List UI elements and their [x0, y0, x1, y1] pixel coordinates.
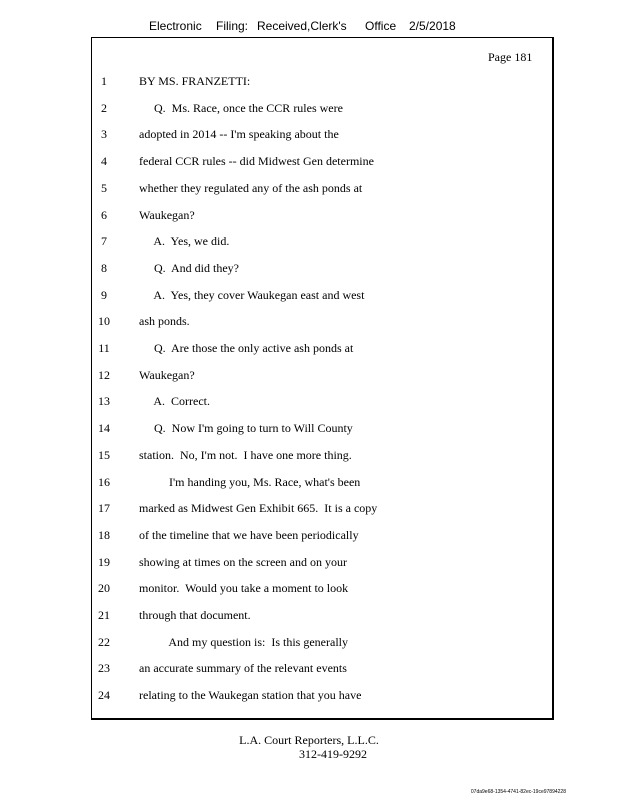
- line-number: 23: [98, 661, 110, 676]
- line-text: A. Correct.: [139, 394, 210, 409]
- filing-header: [0, 19, 618, 37]
- transcript-line: [0, 635, 618, 655]
- filing-word-electronic: Electronic: [149, 19, 202, 33]
- transcript-line: [0, 581, 618, 601]
- line-number: 6: [101, 207, 107, 222]
- line-number: 11: [98, 341, 110, 355]
- filing-date: 2/5/2018: [409, 19, 456, 33]
- transcript-line: [0, 234, 618, 254]
- transcript-line: [0, 127, 618, 147]
- transcript-line: [0, 394, 618, 414]
- document-id: 07da9e68-1354-4741-82ec-19ce97894228: [470, 789, 566, 795]
- transcript-line: [0, 528, 618, 548]
- line-number: 2: [101, 100, 107, 115]
- transcript-line: [0, 368, 618, 388]
- line-number: 5: [101, 180, 107, 195]
- line-number: 4: [101, 154, 107, 169]
- line-number: 13: [98, 394, 110, 409]
- transcript-line: [0, 341, 618, 361]
- transcript-line: [0, 608, 618, 628]
- line-text: Q. Ms. Race, once the CCR rules were: [139, 100, 343, 115]
- line-text: through that document.: [139, 608, 251, 622]
- line-text: Q. Now I'm going to turn to Will County: [139, 421, 353, 436]
- line-text: showing at times on the screen and on your: [139, 554, 347, 569]
- reporter-company: L.A. Court Reporters, L.L.C.: [239, 733, 379, 747]
- line-text: of the timeline that we have been periodically: [139, 527, 359, 542]
- line-number: 7: [101, 234, 107, 249]
- line-number: 9: [101, 287, 107, 302]
- transcript-line: [0, 501, 618, 521]
- line-number: 24: [98, 688, 110, 703]
- line-number: 19: [98, 554, 110, 569]
- line-text: ash ponds.: [139, 314, 190, 329]
- reporter-phone: 312-419-9292: [299, 747, 367, 761]
- transcript-line: [0, 314, 618, 334]
- transcript-line: [0, 288, 618, 308]
- filing-word-filing: Filing:: [216, 19, 249, 33]
- line-number: 20: [98, 581, 110, 596]
- filing-word-received-clerks: Received,Clerk's: [257, 19, 347, 33]
- line-text: Waukegan?: [139, 207, 195, 222]
- transcript-line: [0, 661, 618, 681]
- transcript-line: [0, 421, 618, 441]
- line-number: 21: [98, 608, 110, 622]
- line-text: A. Yes, they cover Waukegan east and west: [139, 287, 365, 302]
- transcript-line: [0, 154, 618, 174]
- transcript-line: [0, 555, 618, 575]
- line-text: marked as Midwest Gen Exhibit 665. It is a copy: [139, 501, 378, 516]
- transcript-line: [0, 448, 618, 468]
- line-number: 8: [101, 260, 107, 275]
- line-number: 10: [98, 314, 110, 329]
- filing-word-office: Office: [365, 19, 397, 33]
- line-number: 1: [101, 74, 107, 88]
- line-text: an accurate summary of the relevant events: [139, 661, 347, 676]
- line-number: 15: [98, 447, 110, 462]
- line-text: Q. And did they?: [139, 260, 239, 275]
- line-number: 3: [101, 127, 107, 142]
- line-text: BY MS. FRANZETTI:: [139, 74, 251, 88]
- line-number: 22: [98, 634, 110, 649]
- line-number: 18: [98, 527, 110, 542]
- transcript-line: [0, 688, 618, 708]
- line-number: 12: [98, 367, 110, 382]
- line-text: Waukegan?: [139, 367, 195, 382]
- reporter-footer: [0, 733, 618, 761]
- line-number: 16: [98, 474, 110, 489]
- transcript-line: [0, 208, 618, 228]
- transcript-line: [0, 74, 618, 94]
- page-number: Page 181: [488, 50, 533, 64]
- line-number: 17: [98, 501, 110, 516]
- transcript-line: [0, 101, 618, 121]
- line-text: Q. Are those the only active ash ponds at: [139, 341, 354, 355]
- line-text: adopted in 2014 -- I'm speaking about the: [139, 127, 339, 142]
- line-text: relating to the Waukegan station that you have: [139, 688, 362, 703]
- transcript-line: [0, 261, 618, 281]
- line-text: A. Yes, we did.: [139, 234, 230, 249]
- transcript-line: [0, 181, 618, 201]
- line-text: monitor. Would you take a moment to look: [139, 581, 349, 596]
- line-number: 14: [98, 421, 110, 436]
- transcript-line: [0, 475, 618, 495]
- line-text: And my question is: Is this generally: [139, 634, 348, 649]
- line-text: federal CCR rules -- did Midwest Gen determine: [139, 154, 374, 169]
- line-text: I'm handing you, Ms. Race, what's been: [139, 474, 361, 489]
- line-text: station. No, I'm not. I have one more thing.: [139, 447, 352, 462]
- line-text: whether they regulated any of the ash ponds at: [139, 180, 363, 195]
